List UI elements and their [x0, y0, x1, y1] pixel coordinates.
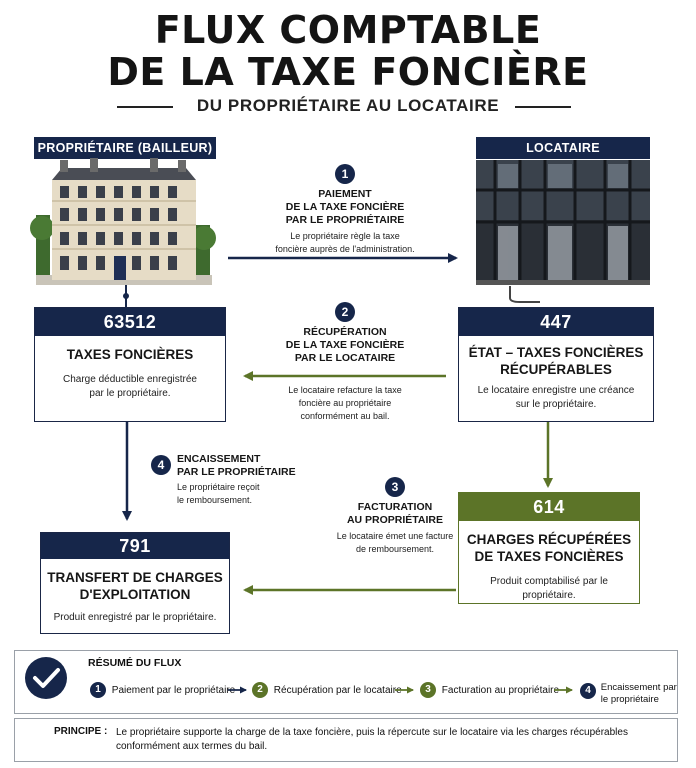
step-1-title2: DE LA TAXE FONCIÈRE	[285, 201, 405, 213]
account-number-447: 447	[459, 308, 653, 336]
box-447-title2: RÉCUPÉRABLES	[500, 362, 612, 377]
box-63512-desc2: par le propriétaire.	[89, 388, 171, 399]
step-3-title2: AU PROPRIÉTAIRE	[346, 514, 444, 526]
summary-title: RÉSUMÉ DU FLUX	[88, 657, 182, 669]
summary-item-2-badge: 2	[252, 682, 268, 698]
box-614-title2: DE TAXES FONCIÈRES	[474, 549, 624, 564]
step-2-desc1: Le locataire refacture la taxe	[288, 385, 402, 395]
summary-item-1-badge: 1	[90, 682, 106, 698]
step-4-desc1: Le propriétaire reçoit	[177, 482, 260, 492]
account-number-614: 614	[459, 493, 639, 521]
step-1-desc2: foncière auprès de l'administration.	[275, 244, 415, 254]
step-3-desc2: de remboursement.	[355, 544, 435, 554]
account-number-791: 791	[41, 533, 229, 559]
box-791-desc1: Produit enregistré par le propriétaire.	[53, 612, 217, 623]
box-614-title1: CHARGES RÉCUPÉRÉES	[466, 532, 632, 547]
summary-item-4-label2: le propriétaire	[600, 694, 659, 705]
step-3-desc1: Le locataire émet une facture	[336, 531, 454, 541]
box-447-desc1: Le locataire enregistre une créance	[477, 385, 635, 396]
summary-item-2-label: Récupération par le locataire	[273, 684, 402, 696]
summary-item-3-label: Facturation au propriétaire	[441, 684, 560, 696]
step-2-desc2: foncière au propriétaire	[298, 398, 392, 408]
step-3-title1: FACTURATION	[357, 501, 433, 513]
page-title-line2: DE LA TAXE FONCIÈRE	[107, 50, 589, 94]
box-63512-desc1: Charge déductible enregistrée	[63, 374, 197, 385]
step-4-desc2: le remboursement.	[177, 495, 253, 505]
role-label-owner: PROPRIÉTAIRE (BAILLEUR)	[34, 137, 216, 159]
step-4-badge: 4	[151, 455, 171, 475]
step-4-title1: ENCAISSEMENT	[177, 453, 261, 465]
role-label-tenant: LOCATAIRE	[476, 137, 650, 159]
step-2-title3: PAR LE LOCATAIRE	[294, 352, 396, 364]
box-447-title1: ÉTAT – TAXES FONCIÈRES	[468, 345, 644, 360]
principle-text	[116, 726, 666, 754]
step-1-desc1: Le propriétaire règle la taxe	[290, 231, 400, 241]
account-number-63512: 63512	[35, 308, 225, 336]
step-4-title2: PAR LE PROPRIÉTAIRE	[177, 466, 296, 478]
summary-item-4-label1: Encaissement par	[600, 682, 677, 693]
step-1-badge: 1	[335, 164, 355, 184]
principle-text-line1: Le propriétaire supporte la charge de la taxe foncière, puis la répercute sur le locataire via les charges récupérables	[116, 727, 628, 738]
step-2-title1: RÉCUPÉRATION	[303, 326, 387, 338]
box-791-title1: TRANSFERT DE CHARGES	[47, 570, 223, 585]
step-2-title2: DE LA TAXE FONCIÈRE	[285, 339, 405, 351]
box-791-title2: D'EXPLOITATION	[79, 587, 191, 602]
step-2-desc3: conformément au bail.	[300, 411, 390, 421]
step-3-badge: 3	[385, 477, 405, 497]
step-1-title1: PAIEMENT	[318, 188, 372, 200]
box-63512-title: TAXES FONCIÈRES	[66, 347, 194, 362]
page-title-line1: FLUX COMPTABLE	[154, 8, 542, 52]
step-1-title3: PAR LE PROPRIÉTAIRE	[285, 214, 405, 226]
step-2-badge: 2	[335, 302, 355, 322]
box-614-desc1: Produit comptabilisé par le propriétaire.	[490, 576, 608, 601]
summary-item-1-label: Paiement par le propriétaire	[111, 684, 236, 696]
summary-item-4-badge: 4	[580, 683, 596, 699]
box-447-desc2: sur le propriétaire.	[515, 399, 597, 410]
principle-text-line2: conformément aux termes du bail.	[116, 741, 268, 752]
summary-item-3-badge: 3	[420, 682, 436, 698]
principle-label: PRINCIPE :	[54, 726, 108, 737]
page-subtitle: DU PROPRIÉTAIRE AU LOCATAIRE	[196, 96, 500, 115]
